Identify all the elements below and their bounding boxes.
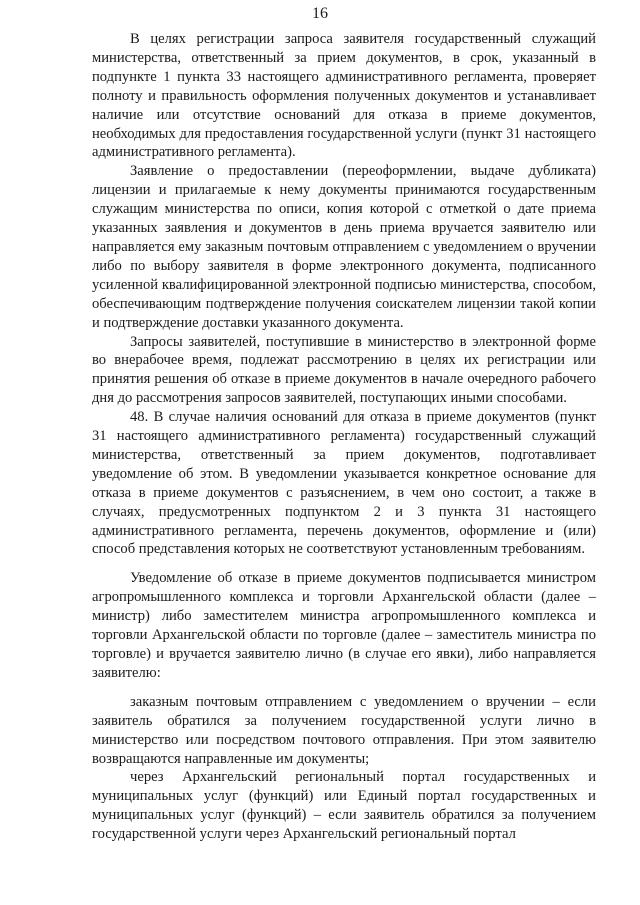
page-number: 16 (312, 5, 328, 22)
paragraph-item-48: 48. В случае наличия оснований для отказа в приеме документов (пункт 31 настоящего административного регламента) государственный служащий министерства, ответственный за прием документов, подготавливает уведомление об этом. В уведомлении указывается конкретное основание для отказа в приеме документов с разъяснением, в чем оно состоит, а также в случаях, предусмотренных подпунктом 2 и 3 пункта 31 настоящего административного регламента, перечень документов, оформление и (или) способ представления которых не соответствуют установленным требованиям. (92, 409, 596, 558)
paragraph-application-acceptance: Заявление о предоставлении (переоформлении, выдаче дубликата) лицензии и прилагаемые к нему документы принимаются государственным служащим министерства по описи, копия которой с отметкой о дате приема указанных заявления и документов в день приема вручается заявителю или направляется ему заказным почтовым отправлением с уведомлением о вручении либо по выбору заявителя в форме электронного документа, подписанного усиленной квалифицированной электронной подписью министерства, способом, обеспечивающим подтверждение получения соискателем лицензии такой копии и подтверждение доставки указанного документа. (92, 163, 596, 331)
document-body (92, 30, 596, 844)
paragraph-refusal-notice: Уведомление об отказе в приеме документов подписывается министром агропромышленного комплекса и торговли Архангельской области (далее – министр) либо заместителем министра агропромышленного комплекса и торговли Архангельской области по торговле (далее – заместитель министра по торговле) и вручается заявителю лично (в случае его явки), либо направляется заявителю: (92, 570, 596, 681)
paragraph-portal-delivery: через Архангельский региональный портал государственных и муниципальных услуг (функций) или Единый портал государственных и муниципальных услуг (функций) – если заявитель обратился за получением государственной услуги через Архангельский региональный портал (92, 769, 596, 843)
paragraph-postal-delivery: заказным почтовым отправлением с уведомлением о вручении – если заявитель обратился за получением государственной услуги лично в министерство или посредством почтового отправления. При этом заявителю возвращаются направленные им документы; (92, 693, 596, 767)
paragraph-electronic-requests: Запросы заявителей, поступившие в министерство в электронной форме во внерабочее время, подлежат рассмотрению в целях их регистрации или принятия решения об отказе в приеме документов в начале очередного рабочего дня до рассмотрения запросов заявителей, поступающих иными способами. (92, 333, 596, 407)
paragraph-registration-check: В целях регистрации запроса заявителя государственный служащий министерства, ответственный за прием документов, в срок, указанный в подпункте 1 пункта 33 настоящего административного регламента, проверяет полноту и правильность оформления полученных документов и устанавливает наличие или отсутствие оснований для отказа в приеме документов, необходимых для предоставления государственной услуги (пункт 31 настоящего административного регламента). (92, 31, 596, 161)
